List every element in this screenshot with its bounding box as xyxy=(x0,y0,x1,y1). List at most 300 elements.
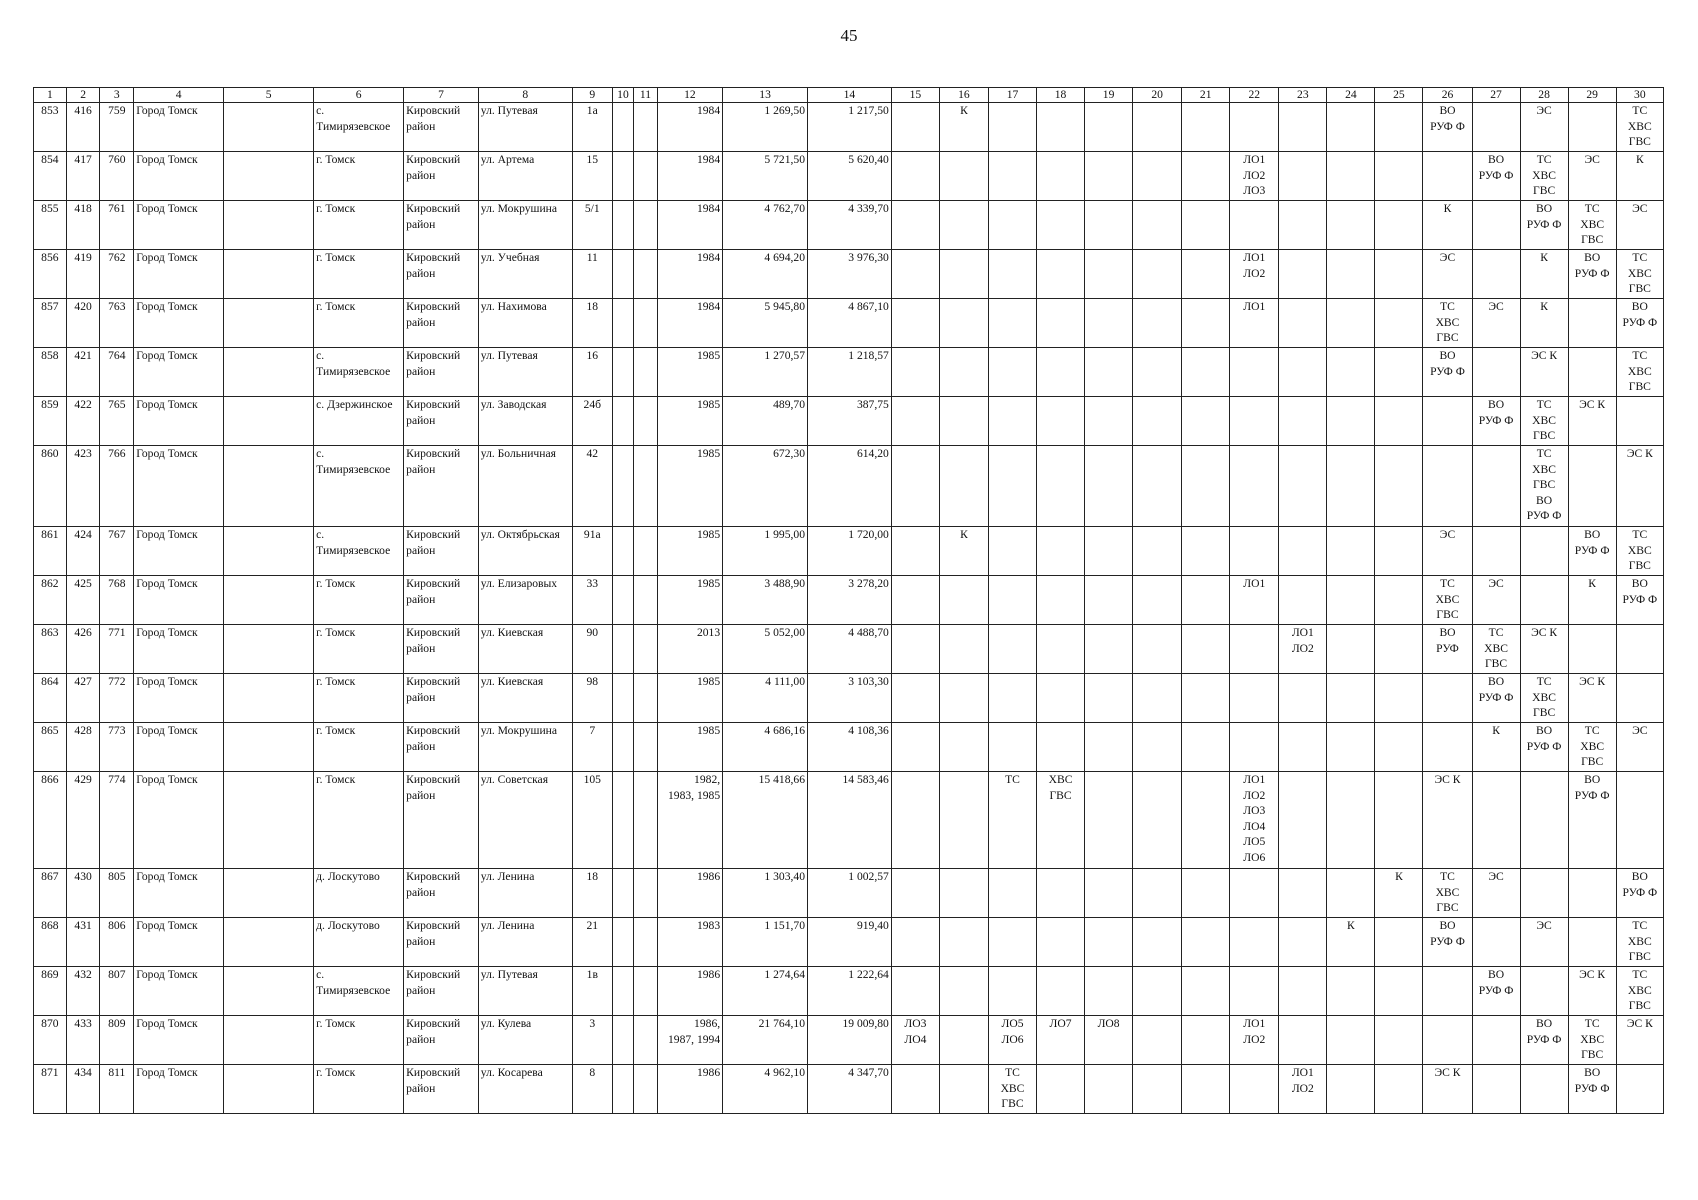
table-cell: 868 xyxy=(34,918,67,967)
table-cell: ул. Путевая xyxy=(478,103,572,152)
table-cell xyxy=(1616,772,1663,869)
table-cell: К xyxy=(1375,869,1423,918)
table-cell: ЭС xyxy=(1616,201,1663,250)
table-cell xyxy=(1472,918,1520,967)
table-cell: 419 xyxy=(66,250,100,299)
table-cell xyxy=(1085,869,1133,918)
table-cell xyxy=(1085,723,1133,772)
table-cell: Город Томск xyxy=(134,723,224,772)
header-row xyxy=(34,88,1664,103)
table-row xyxy=(34,152,1664,201)
table-cell xyxy=(1182,201,1230,250)
table-cell: 614,20 xyxy=(808,446,892,527)
table-cell xyxy=(1375,918,1423,967)
table-cell: 773 xyxy=(100,723,134,772)
table-cell xyxy=(224,674,314,723)
table-cell: 24б xyxy=(572,397,612,446)
table-cell xyxy=(1182,250,1230,299)
table-cell: К xyxy=(1616,152,1663,201)
table-cell: ТС ХВС ГВС xyxy=(1568,201,1616,250)
table-cell: ул. Октябрьская xyxy=(478,527,572,576)
table-cell xyxy=(1133,1016,1182,1065)
table-cell xyxy=(1037,250,1085,299)
table-cell xyxy=(1279,576,1327,625)
table-cell: 763 xyxy=(100,299,134,348)
table-cell: 4 762,70 xyxy=(723,201,808,250)
table-cell: г. Томск xyxy=(314,250,404,299)
table-cell: 427 xyxy=(66,674,100,723)
column-header: 9 xyxy=(572,88,612,103)
table-cell xyxy=(612,918,633,967)
table-cell xyxy=(939,869,988,918)
table-cell: 869 xyxy=(34,967,67,1016)
table-cell xyxy=(634,1016,658,1065)
table-cell xyxy=(224,348,314,397)
table-cell xyxy=(224,918,314,967)
table-cell: 811 xyxy=(100,1065,134,1114)
table-cell: 2013 xyxy=(657,625,722,674)
column-header: 15 xyxy=(891,88,939,103)
table-cell xyxy=(1037,723,1085,772)
table-cell: ул. Путевая xyxy=(478,967,572,1016)
table-cell xyxy=(612,674,633,723)
table-cell: Город Томск xyxy=(134,446,224,527)
table-cell: ВО РУФ Ф xyxy=(1472,152,1520,201)
table-cell: Город Томск xyxy=(134,250,224,299)
table-cell xyxy=(1085,918,1133,967)
table-cell: 416 xyxy=(66,103,100,152)
table-cell xyxy=(1230,967,1279,1016)
table-cell xyxy=(1133,576,1182,625)
table-cell: 856 xyxy=(34,250,67,299)
table-cell xyxy=(634,967,658,1016)
table-cell xyxy=(1037,103,1085,152)
table-cell: 768 xyxy=(100,576,134,625)
table-cell xyxy=(612,772,633,869)
table-cell: 1985 xyxy=(657,397,722,446)
table-cell xyxy=(1133,723,1182,772)
table-cell: ТС ХВС ГВС xyxy=(1472,625,1520,674)
table-cell xyxy=(1520,772,1568,869)
table-cell: 1986 xyxy=(657,869,722,918)
table-cell xyxy=(634,152,658,201)
table-cell xyxy=(1375,250,1423,299)
table-cell xyxy=(1568,446,1616,527)
table-cell xyxy=(891,918,939,967)
table-cell: ТС ХВС ГВС xyxy=(1568,1016,1616,1065)
column-header: 18 xyxy=(1037,88,1085,103)
table-cell: Кировский район xyxy=(404,1065,479,1114)
table-cell: 862 xyxy=(34,576,67,625)
table-cell: ЛО3 ЛО4 xyxy=(891,1016,939,1065)
table-cell: 1986, 1987, 1994 xyxy=(657,1016,722,1065)
table-cell: ЭС К xyxy=(1520,625,1568,674)
table-cell xyxy=(1472,201,1520,250)
table-cell: ЛО1 ЛО2 xyxy=(1279,625,1327,674)
table-cell: К xyxy=(939,527,988,576)
table-row xyxy=(34,869,1664,918)
table-cell: 805 xyxy=(100,869,134,918)
table-cell xyxy=(1616,1065,1663,1114)
table-cell: 1986 xyxy=(657,1065,722,1114)
table-cell: ТС ХВС ГВС xyxy=(1616,527,1663,576)
table-cell: ЭС xyxy=(1472,299,1520,348)
table-cell: 425 xyxy=(66,576,100,625)
table-cell: Кировский район xyxy=(404,918,479,967)
table-cell xyxy=(1182,348,1230,397)
table-cell: ВО РУФ Ф xyxy=(1520,201,1568,250)
table-cell xyxy=(224,103,314,152)
table-cell xyxy=(612,201,633,250)
table-cell xyxy=(1230,397,1279,446)
table-cell xyxy=(612,446,633,527)
table-row xyxy=(34,625,1664,674)
table-cell xyxy=(224,397,314,446)
table-cell xyxy=(1375,299,1423,348)
table-row xyxy=(34,527,1664,576)
table-row xyxy=(34,723,1664,772)
table-cell xyxy=(1327,250,1375,299)
table-cell: 16 xyxy=(572,348,612,397)
table-cell: 1а xyxy=(572,103,612,152)
table-cell xyxy=(1037,918,1085,967)
table-cell xyxy=(1133,348,1182,397)
column-header: 24 xyxy=(1327,88,1375,103)
table-cell xyxy=(1279,152,1327,201)
table-cell: 1 151,70 xyxy=(723,918,808,967)
table-cell xyxy=(1279,397,1327,446)
column-header: 20 xyxy=(1133,88,1182,103)
column-header: 27 xyxy=(1472,88,1520,103)
table-cell: К xyxy=(1327,918,1375,967)
table-cell xyxy=(939,152,988,201)
table-cell xyxy=(1616,625,1663,674)
table-cell xyxy=(1375,527,1423,576)
table-cell: 1983 xyxy=(657,918,722,967)
table-cell: 4 686,16 xyxy=(723,723,808,772)
table-cell: К xyxy=(1472,723,1520,772)
table-cell: с. Тимирязевское xyxy=(314,527,404,576)
table-cell: 1985 xyxy=(657,348,722,397)
table-cell: ТС ХВС ГВС xyxy=(1616,967,1663,1016)
table-cell: ул. Елизаровых xyxy=(478,576,572,625)
table-cell: ТС ХВС ГВС xyxy=(988,1065,1036,1114)
table-cell xyxy=(1182,918,1230,967)
table-cell: 767 xyxy=(100,527,134,576)
table-cell: Город Томск xyxy=(134,103,224,152)
table-cell xyxy=(634,918,658,967)
table-cell: 854 xyxy=(34,152,67,201)
table-cell xyxy=(988,348,1036,397)
table-cell: ЛО1 xyxy=(1230,299,1279,348)
table-cell: 1985 xyxy=(657,674,722,723)
table-row xyxy=(34,299,1664,348)
table-cell: 418 xyxy=(66,201,100,250)
table-cell xyxy=(988,446,1036,527)
table-cell: 11 xyxy=(572,250,612,299)
table-cell: ЛО7 xyxy=(1037,1016,1085,1065)
table-cell: 432 xyxy=(66,967,100,1016)
table-cell xyxy=(1037,527,1085,576)
table-cell xyxy=(1085,674,1133,723)
table-cell xyxy=(939,967,988,1016)
table-cell xyxy=(1230,869,1279,918)
table-cell xyxy=(1230,201,1279,250)
table-cell xyxy=(1279,348,1327,397)
table-cell: 863 xyxy=(34,625,67,674)
table-cell: ЛО5 ЛО6 xyxy=(988,1016,1036,1065)
table-cell xyxy=(939,250,988,299)
table-cell: г. Томск xyxy=(314,576,404,625)
table-cell xyxy=(1085,625,1133,674)
table-cell: с. Тимирязевское xyxy=(314,103,404,152)
table-cell: 5 721,50 xyxy=(723,152,808,201)
table-cell xyxy=(1037,1065,1085,1114)
table-cell xyxy=(1279,772,1327,869)
column-header: 17 xyxy=(988,88,1036,103)
table-cell: 7 xyxy=(572,723,612,772)
table-cell: Город Томск xyxy=(134,152,224,201)
table-cell xyxy=(634,1065,658,1114)
table-cell: 98 xyxy=(572,674,612,723)
table-cell: ТС ХВС ГВС xyxy=(1423,869,1472,918)
table-cell: 1 303,40 xyxy=(723,869,808,918)
table-cell xyxy=(1037,967,1085,1016)
table-cell: ВО РУФ Ф xyxy=(1472,674,1520,723)
table-cell xyxy=(988,967,1036,1016)
column-header: 28 xyxy=(1520,88,1568,103)
table-cell xyxy=(891,103,939,152)
table-cell: ТС ХВС ГВС xyxy=(1423,576,1472,625)
table-cell: Кировский район xyxy=(404,869,479,918)
table-cell: ул. Мокрушина xyxy=(478,201,572,250)
table-cell: Кировский район xyxy=(404,576,479,625)
table-row xyxy=(34,250,1664,299)
table-cell: г. Томск xyxy=(314,772,404,869)
table-cell: 19 009,80 xyxy=(808,1016,892,1065)
table-cell: 867 xyxy=(34,869,67,918)
table-cell xyxy=(1182,625,1230,674)
table-cell xyxy=(1375,348,1423,397)
table-cell: 4 108,36 xyxy=(808,723,892,772)
table-cell: 870 xyxy=(34,1016,67,1065)
table-cell: 1986 xyxy=(657,967,722,1016)
table-cell xyxy=(1279,446,1327,527)
table-cell xyxy=(1085,299,1133,348)
table-cell xyxy=(939,1065,988,1114)
table-cell: ВО РУФ Ф xyxy=(1568,772,1616,869)
table-cell xyxy=(634,674,658,723)
table-cell: 15 xyxy=(572,152,612,201)
table-cell: 426 xyxy=(66,625,100,674)
table-cell xyxy=(1230,723,1279,772)
table-cell: 762 xyxy=(100,250,134,299)
table-cell xyxy=(988,152,1036,201)
table-cell xyxy=(988,527,1036,576)
table-cell: ул. Заводская xyxy=(478,397,572,446)
table-row xyxy=(34,103,1664,152)
table-cell: ул. Мокрушина xyxy=(478,723,572,772)
table-cell xyxy=(891,201,939,250)
table-cell xyxy=(1230,1065,1279,1114)
table-cell xyxy=(224,527,314,576)
table-cell xyxy=(224,772,314,869)
table-cell xyxy=(1375,576,1423,625)
column-header: 7 xyxy=(404,88,479,103)
table-cell xyxy=(939,625,988,674)
table-cell: 866 xyxy=(34,772,67,869)
table-cell xyxy=(1279,250,1327,299)
table-cell xyxy=(939,674,988,723)
column-header: 8 xyxy=(478,88,572,103)
table-cell: 1984 xyxy=(657,152,722,201)
table-cell xyxy=(1375,674,1423,723)
table-cell xyxy=(1085,152,1133,201)
table-cell xyxy=(612,103,633,152)
table-cell: 33 xyxy=(572,576,612,625)
table-cell: ул. Кулева xyxy=(478,1016,572,1065)
table-cell xyxy=(1327,201,1375,250)
table-cell xyxy=(939,723,988,772)
table-cell: ТС ХВС ГВС xyxy=(1616,918,1663,967)
table-cell xyxy=(1133,397,1182,446)
table-cell xyxy=(224,250,314,299)
table-cell: ВО РУФ Ф xyxy=(1472,967,1520,1016)
table-cell: 90 xyxy=(572,625,612,674)
table-cell: д. Лоскутово xyxy=(314,918,404,967)
table-cell xyxy=(612,527,633,576)
table-cell: ЭС xyxy=(1472,869,1520,918)
table-cell xyxy=(1133,772,1182,869)
table-cell xyxy=(939,1016,988,1065)
table-cell xyxy=(1568,299,1616,348)
table-cell: Кировский район xyxy=(404,348,479,397)
table-cell: 806 xyxy=(100,918,134,967)
table-cell xyxy=(1279,201,1327,250)
table-cell: 428 xyxy=(66,723,100,772)
table-cell: Город Томск xyxy=(134,1065,224,1114)
table-cell xyxy=(224,446,314,527)
table-cell: 765 xyxy=(100,397,134,446)
table-cell: Кировский район xyxy=(404,103,479,152)
table-cell xyxy=(1085,446,1133,527)
table-cell xyxy=(988,674,1036,723)
table-row xyxy=(34,201,1664,250)
table-cell: 18 xyxy=(572,869,612,918)
table-cell xyxy=(1182,152,1230,201)
table-row xyxy=(34,446,1664,527)
table-cell: 764 xyxy=(100,348,134,397)
table-cell xyxy=(939,348,988,397)
table-cell xyxy=(1327,967,1375,1016)
table-cell: Кировский район xyxy=(404,397,479,446)
table-cell: ул. Киевская xyxy=(478,674,572,723)
column-header: 16 xyxy=(939,88,988,103)
table-row xyxy=(34,772,1664,869)
table-cell xyxy=(1182,869,1230,918)
table-cell: Кировский район xyxy=(404,772,479,869)
table-cell: ЛО1 ЛО2 ЛО3 xyxy=(1230,152,1279,201)
table-cell xyxy=(634,250,658,299)
table-cell xyxy=(1182,723,1230,772)
table-cell xyxy=(1037,152,1085,201)
table-cell xyxy=(1520,869,1568,918)
table-cell: 21 764,10 xyxy=(723,1016,808,1065)
table-cell xyxy=(1472,103,1520,152)
table-cell: 1 218,57 xyxy=(808,348,892,397)
table-cell xyxy=(634,527,658,576)
table-cell: Город Томск xyxy=(134,967,224,1016)
table-cell xyxy=(612,967,633,1016)
table-cell xyxy=(612,299,633,348)
table-cell: г. Томск xyxy=(314,152,404,201)
table-cell xyxy=(1520,1065,1568,1114)
table-cell: ТС ХВС ГВС xyxy=(1568,723,1616,772)
table-cell: Кировский район xyxy=(404,446,479,527)
table-cell xyxy=(1182,103,1230,152)
table-cell xyxy=(1423,397,1472,446)
table-cell: 858 xyxy=(34,348,67,397)
register-table xyxy=(33,87,1664,1114)
table-cell xyxy=(891,527,939,576)
table-cell xyxy=(891,299,939,348)
table-cell: 809 xyxy=(100,1016,134,1065)
table-cell: 761 xyxy=(100,201,134,250)
table-cell xyxy=(1133,103,1182,152)
table-cell xyxy=(891,250,939,299)
table-cell xyxy=(988,250,1036,299)
table-cell: Город Томск xyxy=(134,397,224,446)
table-cell: 4 962,10 xyxy=(723,1065,808,1114)
table-cell xyxy=(988,869,1036,918)
table-cell: 1982, 1983, 1985 xyxy=(657,772,722,869)
table-cell: ТС ХВС ГВС xyxy=(1616,103,1663,152)
column-header: 29 xyxy=(1568,88,1616,103)
table-cell xyxy=(1520,527,1568,576)
table-cell: г. Томск xyxy=(314,1065,404,1114)
table-cell: 3 103,30 xyxy=(808,674,892,723)
table-cell xyxy=(224,299,314,348)
table-cell xyxy=(891,674,939,723)
table-cell xyxy=(939,772,988,869)
table-cell: ЭС К xyxy=(1616,446,1663,527)
table-cell: ул. Путевая xyxy=(478,348,572,397)
table-cell xyxy=(891,772,939,869)
table-cell xyxy=(1037,397,1085,446)
table-cell xyxy=(939,576,988,625)
table-cell xyxy=(1230,446,1279,527)
table-cell xyxy=(224,201,314,250)
table-cell: 423 xyxy=(66,446,100,527)
table-cell: ТС ХВС ГВС xyxy=(1423,299,1472,348)
column-header: 21 xyxy=(1182,88,1230,103)
table-cell xyxy=(1182,1065,1230,1114)
table-cell xyxy=(1327,348,1375,397)
table-cell: ул. Артема xyxy=(478,152,572,201)
table-cell xyxy=(988,918,1036,967)
table-cell xyxy=(1279,723,1327,772)
table-cell xyxy=(634,576,658,625)
table-cell xyxy=(1327,527,1375,576)
table-cell: г. Томск xyxy=(314,723,404,772)
table-cell: Кировский район xyxy=(404,967,479,1016)
table-row xyxy=(34,348,1664,397)
table-cell: Город Томск xyxy=(134,576,224,625)
table-cell xyxy=(634,625,658,674)
table-cell xyxy=(891,625,939,674)
table-row xyxy=(34,397,1664,446)
table-cell xyxy=(1375,723,1423,772)
